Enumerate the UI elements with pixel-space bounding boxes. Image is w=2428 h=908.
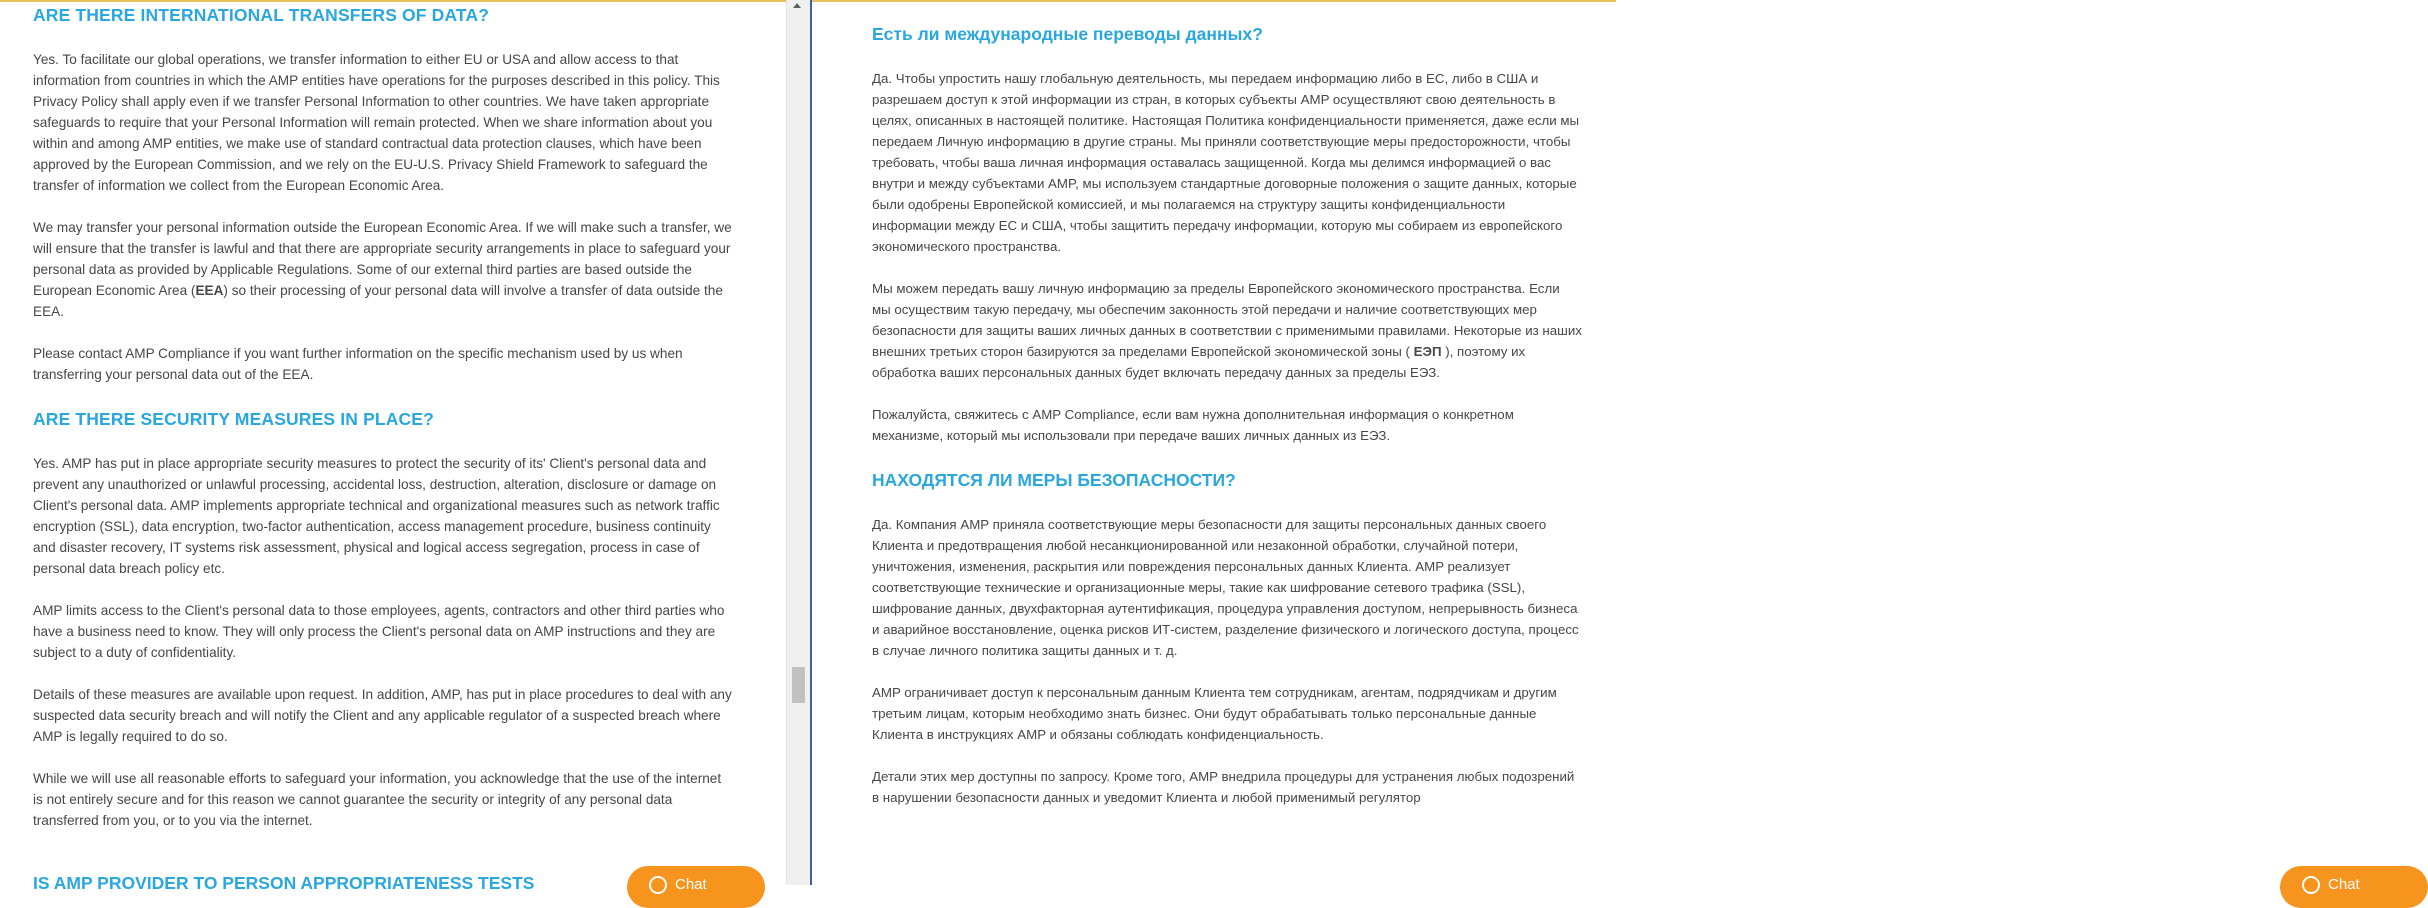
paragraph-security-4: While we will use all reasonable efforts to safeguard your information, you acknowledge that the use of the internet is not entirely secure and for this reason we cannot guarantee the security or integrity of any personal data transferred from you, or to you via the internet. [33,771,722,828]
chat-icon [649,876,667,894]
paragraph-transfers-1-ru: Да. Чтобы упростить нашу глобальную деятельность, мы передаем информацию либо в ЕС, либо в США и разрешаем доступ к этой информации из стран, в которых субъекты AMP осуществляют свою деятельность в целях, описанных в настоящей политике. Настоящая Политика конфиденциальности применяется, даже если мы передаем Личную информацию в другие страны. Мы приняли соответствующие меры предосторожности, чтобы требовать, чтобы ваша личная информация оставалась защищенной. Когда мы делимся информацией о вас внутри и между субъектами AMP, мы используем стандартные договорные положения о защите данных, которые были одобрены Европейской комиссией, и мы полагаемся на структуру защиты конфиденциальности информации между ЕС и США, чтобы защитить передачу информации, которую мы собираем из европейского экономического пространства. [872,71,1580,254]
paragraph-transfers-2-ru [872,278,1582,383]
paragraph-transfers-1: Yes. To facilitate our global operations, we transfer information to either EU or USA and allow access to that information from countries in which the AMP entities have operations for the purposes described in this policy. This Privacy Policy shall apply even if we transfer Personal Information to other countries. We have taken appropriate safeguards to require that your Personal Information will remain protected. When we share information about you within and among AMP entities, we make use of standard contractual data protection clauses, which have been approved by the European Commission, and we rely on the EU-U.S. Privacy Shield Framework to safeguard the transfer of information we collect from the European Economic Area. [33,52,720,193]
paragraph-security-3: Details of these measures are available upon request. In addition, AMP, has put in place procedures to deal with any suspected data security breach and will notify the Client and any applicable regulator of a suspected breach where AMP is legally required to do so. [33,687,732,744]
right-pane-russian [812,0,2360,893]
paragraph-security-1: Yes. AMP has put in place appropriate security measures to protect the security of its' Client's personal data and prevent any unauthorized or unlawful processing, accidental loss, destruction, alteration, disclosure or damage on Client's personal data. AMP implements appropriate technical and organizational measures such as network traffic encryption (SSL), data encryption, two-factor authentication, access management procedure, business continuity and disaster recovery, IT systems risk assessment, physical and logical access segregation, process in case of personal data breach policy etc. [33,456,720,576]
paragraph-transfers-3-ru: Пожалуйста, свяжитесь с AMP Compliance, если вам нужна дополнительная информация о конкретном механизме, который мы использовали при передаче ваших личных данных из ЕЭЗ. [872,407,1514,443]
section-title-international-transfers: ARE THERE INTERNATIONAL TRANSFERS OF DATA? [33,5,490,25]
section-title-cut-off: IS AMP PROVIDER TO PERSON APPROPRIATENESS TESTS [33,873,535,893]
text-span: ) so their processing of your personal data will involve a transfer of data outside the EEA. [33,283,723,319]
paragraph-security-1-ru: Да. Компания AMP приняла соответствующие меры безопасности для защиты персональных данных своего Клиента и предотвращения любой несанкционированной или незаконной обработки, случайной потери, уничтожения, изменения, раскрытия или повреждения персональных данных Клиента. AMP реализует соответствующие технические и организационные меры, такие как шифрование сетевого трафика (SSL), шифрование данных, двухфакторная аутентификация, процедура управления доступом, непрерывность бизнеса и аварийное восстановление, оценка рисков ИТ-систем, разделение физического и логического доступа, процесс в случае личного политика защиты данных и т. д. [872,517,1579,658]
section-title-international-transfers-ru: Есть ли международные переводы данных? [872,24,1263,44]
text-span: We may transfer your personal information outside the European Economic Area. If we will make such a transfer, we will ensure that the transfer is lawful and that there are appropriate security arrangements in place to safeguard your personal data as provided by Applicable Regulations. Some of our external third parties are based outside the European Economic Area ( [33,220,732,298]
right-content [872,21,1582,829]
chat-label: Chat [675,876,707,893]
paragraph-security-2-ru: AMP ограничивает доступ к персональным данным Клиента тем сотрудникам, агентам, подрядчикам и другим третьим лицам, которым необходимо знать бизнес. Они будут обрабатывать только персональные данные Клиента в инструкциях AMP и обязаны соблюдать конфиденциальность. [872,685,1557,742]
paragraph-security-2: AMP limits access to the Client's personal data to those employees, agents, contractors and other third parties who have a business need to know. They will only process the Client's personal data on AMP instructions and they are subject to a duty of confidentiality. [33,603,725,660]
text-span: ), поэтому их обработка ваших персональных данных будет включать передачу данных за пределы ЕЭЗ. [872,344,1526,380]
bold-term-eep: ЕЭП [1413,344,1442,359]
chat-button-right[interactable] [2280,866,2428,908]
bold-term-eea: EEA [195,283,224,298]
paragraph-security-3-ru: Детали этих мер доступны по запросу. Кроме того, AMP внедрила процедуры для устранения любых подозрений в нарушении безопасности данных и уведомит Клиента и любой применимый регулятор [872,769,1575,805]
chat-label: Chat [2328,876,2360,893]
chat-icon [2302,876,2320,894]
section-title-security-measures: ARE THERE SECURITY MEASURES IN PLACE? [33,409,434,429]
chat-button-left[interactable] [627,866,765,908]
scroll-thumb[interactable] [792,667,805,703]
left-content [33,2,733,852]
vertical-scrollbar[interactable] [786,0,811,885]
left-pane-english [0,0,790,893]
paragraph-transfers-3: Please contact AMP Compliance if you want further information on the specific mechanism used by us when transferring your personal data out of the EEA. [33,346,683,382]
text-span: Мы можем передать вашу личную информацию за пределы Европейского экономического пространства. Если мы осуществим такую передачу, мы обеспечим законность этой передачи и наличие соответствующих мер безопасности для защиты ваших личных данных в соответствии с применимыми правилами. Некоторые из наших внешних третьих сторон базируются за пределами Европейской экономической зоны ( [872,281,1582,359]
paragraph-transfers-2 [33,217,733,322]
scroll-up-arrow-icon[interactable] [793,3,801,8]
section-title-security-measures-ru: НАХОДЯТСЯ ЛИ МЕРЫ БЕЗОПАСНОСТИ? [872,470,1236,490]
